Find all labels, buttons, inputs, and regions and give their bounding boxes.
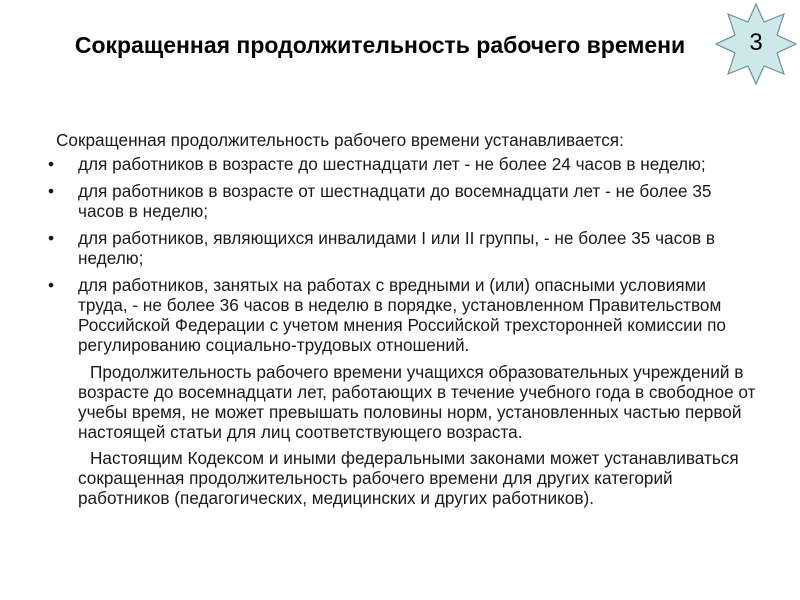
list-item-text: для работников в возрасте до шестнадцати лет - не более 24 часов в неделю; (78, 154, 706, 174)
slide-title: Сокращенная продолжительность рабочего времени (74, 32, 686, 58)
intro-text: Сокращенная продолжительность рабочего времени устанавливается: (56, 130, 624, 150)
slide-number-badge (714, 2, 798, 86)
paragraph: Настоящим Кодексом и иными федеральными законами может устанавливаться сокращенная продолжительность рабочего времени для других категорий работников (педагогических, медицинских и других работников). (78, 448, 739, 508)
list-item-text: для работников, являющихся инвалидами I или II группы, - не более 35 часов в неделю; (78, 228, 715, 268)
bullet-icon: • (48, 275, 55, 295)
bullet-icon: • (48, 181, 55, 201)
list-item-text: для работников, занятых на работах с вредными и (или) опасными условиями труда, - не более 36 часов в неделю в порядке, установленном Правительством Российской Федерации с учетом мнения Российской трехсторонней комиссии по регулированию социально-трудовых отношений. (78, 275, 726, 355)
slide-number: 3 (749, 29, 763, 56)
list-item (48, 275, 756, 355)
bullet-list (48, 154, 756, 355)
list-item (48, 228, 756, 268)
paragraph: Продолжительность рабочего времени учащихся образовательных учреждений в возрасте до восемнадцати лет, работающих в течение учебного года в свободное от учебы время, не может превышать половины норм, установленных частью первой настоящей статьи для лиц соответствующего возраста. (78, 362, 756, 442)
bullet-icon: • (48, 228, 55, 248)
list-item (48, 154, 756, 174)
slide-body (48, 130, 756, 514)
list-item-text: для работников в возрасте от шестнадцати до восемнадцати лет - не более 35 часов в неделю; (78, 181, 712, 221)
list-item (48, 181, 756, 221)
bullet-icon: • (48, 154, 55, 174)
